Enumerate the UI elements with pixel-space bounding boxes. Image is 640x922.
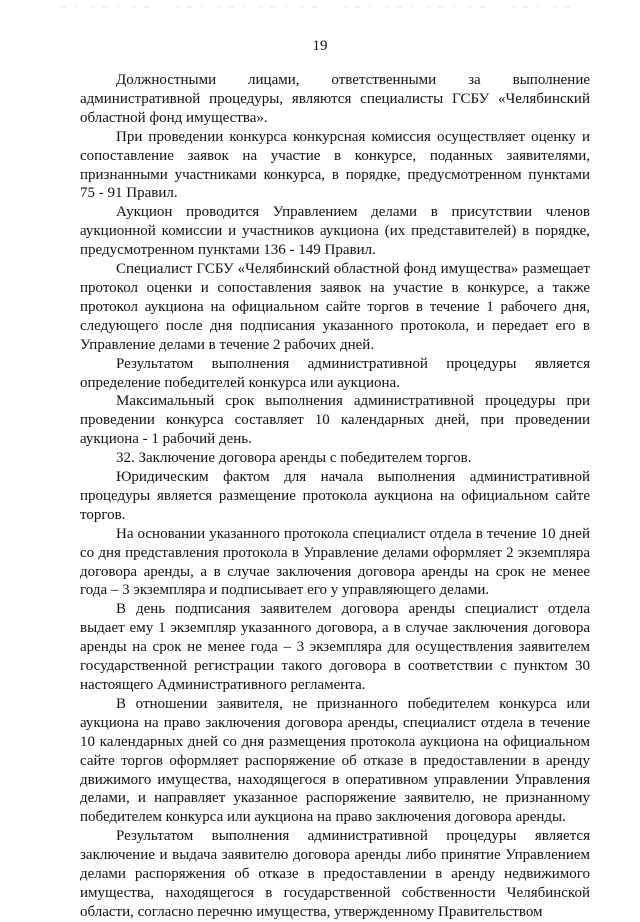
- paragraph-protocol-publication: Специалист ГСБУ «Челябинский областной фонд имущества» размещает протокол оценки и сопоставления заявок на участие в конкурсе, а также протокол аукциона на официальном сайте торгов в течение 1 рабочего дня, следующего после дня подписания указанного протокола, и передает его в Управление делами в течение 2 рабочих дней.: [80, 261, 590, 353]
- scan-artifact-line: [60, 4, 580, 10]
- document-body: [80, 71, 590, 922]
- paragraph-contract-preparation: На основании указанного протокола специалист отдела в течение 10 дней со дня представления протокола в Управление делами оформляет 2 экземпляра договора аренды, а в случае заключения договора аренды на срок не менее года – 3 экземпляра и подписывает его у управляющего делами.: [80, 525, 590, 599]
- section-heading-32: 32. Заключение договора аренды с победителем торгов.: [116, 450, 472, 467]
- paragraph-refusal-order: В отношении заявителя, не признанного победителем конкурса или аукциона на право заключения договора аренды, специалист отдела в течение 10 календарных дней со дня размещения протокола аукциона на официальном сайте торгов оформляет распоряжение об отказе в предоставлении в аренду движимого имущества, находящегося в оперативном управлении Управления делами, и направляет указанное распоряжение заявителю, не признанному победителем конкурса или аукциона на право заключения договора аренды.: [80, 695, 590, 826]
- paragraph-legal-fact: Юридическим фактом для начала выполнения административной процедуры является размещение протокола аукциона на официальном сайте торгов.: [80, 469, 590, 523]
- paragraph-procedure-result: Результатом выполнения административной процедуры является определение победителей конкурса или аукциона.: [80, 355, 590, 391]
- paragraph-contract-issuance: В день подписания заявителем договора аренды специалист отдела выдает ему 1 экземпляр указанного договора, а в случае заключения договора аренды на срок не менее года – 3 экземпляра для осуществления заявителем государственной регистрации такого договора в соответствии с пунктом 30 настоящего Административного регламента.: [80, 601, 590, 693]
- paragraph-max-duration: Максимальный срок выполнения административной процедуры при проведении конкурса составляет 10 календарных дней, при проведении аукциона - 1 рабочий день.: [80, 393, 590, 448]
- paragraph-contest-evaluation: При проведении конкурса конкурсная комиссия осуществляет оценку и сопоставление заявок на участие в конкурсе, поданных заявителями, признанными участниками конкурса, в порядке, предусмотренном пунктами 75 - 91 Правил.: [80, 128, 590, 202]
- page-number: 19: [312, 38, 328, 54]
- paragraph-auction-procedure: Аукцион проводится Управлением делами в присутствии членов аукционной комиссии и участников аукциона (их представителей) в порядке, предусмотренном пунктами 136 - 149 Правил.: [80, 204, 590, 259]
- paragraph-responsible-officials: Должностными лицами, ответственными за выполнение административной процедуры, являются специалисты ГСБУ «Челябинский областной фонд имущества».: [80, 72, 590, 126]
- paragraph-final-result: Результатом выполнения административной процедуры является заключение и выдача заявителю договора аренды либо принятие Управлением делами распоряжения об отказе в предоставлении в аренду недвижимого имущества, находящегося в государственной собственности Челябинской области, согласно перечню имущества, утвержденному Правительством: [80, 828, 590, 920]
